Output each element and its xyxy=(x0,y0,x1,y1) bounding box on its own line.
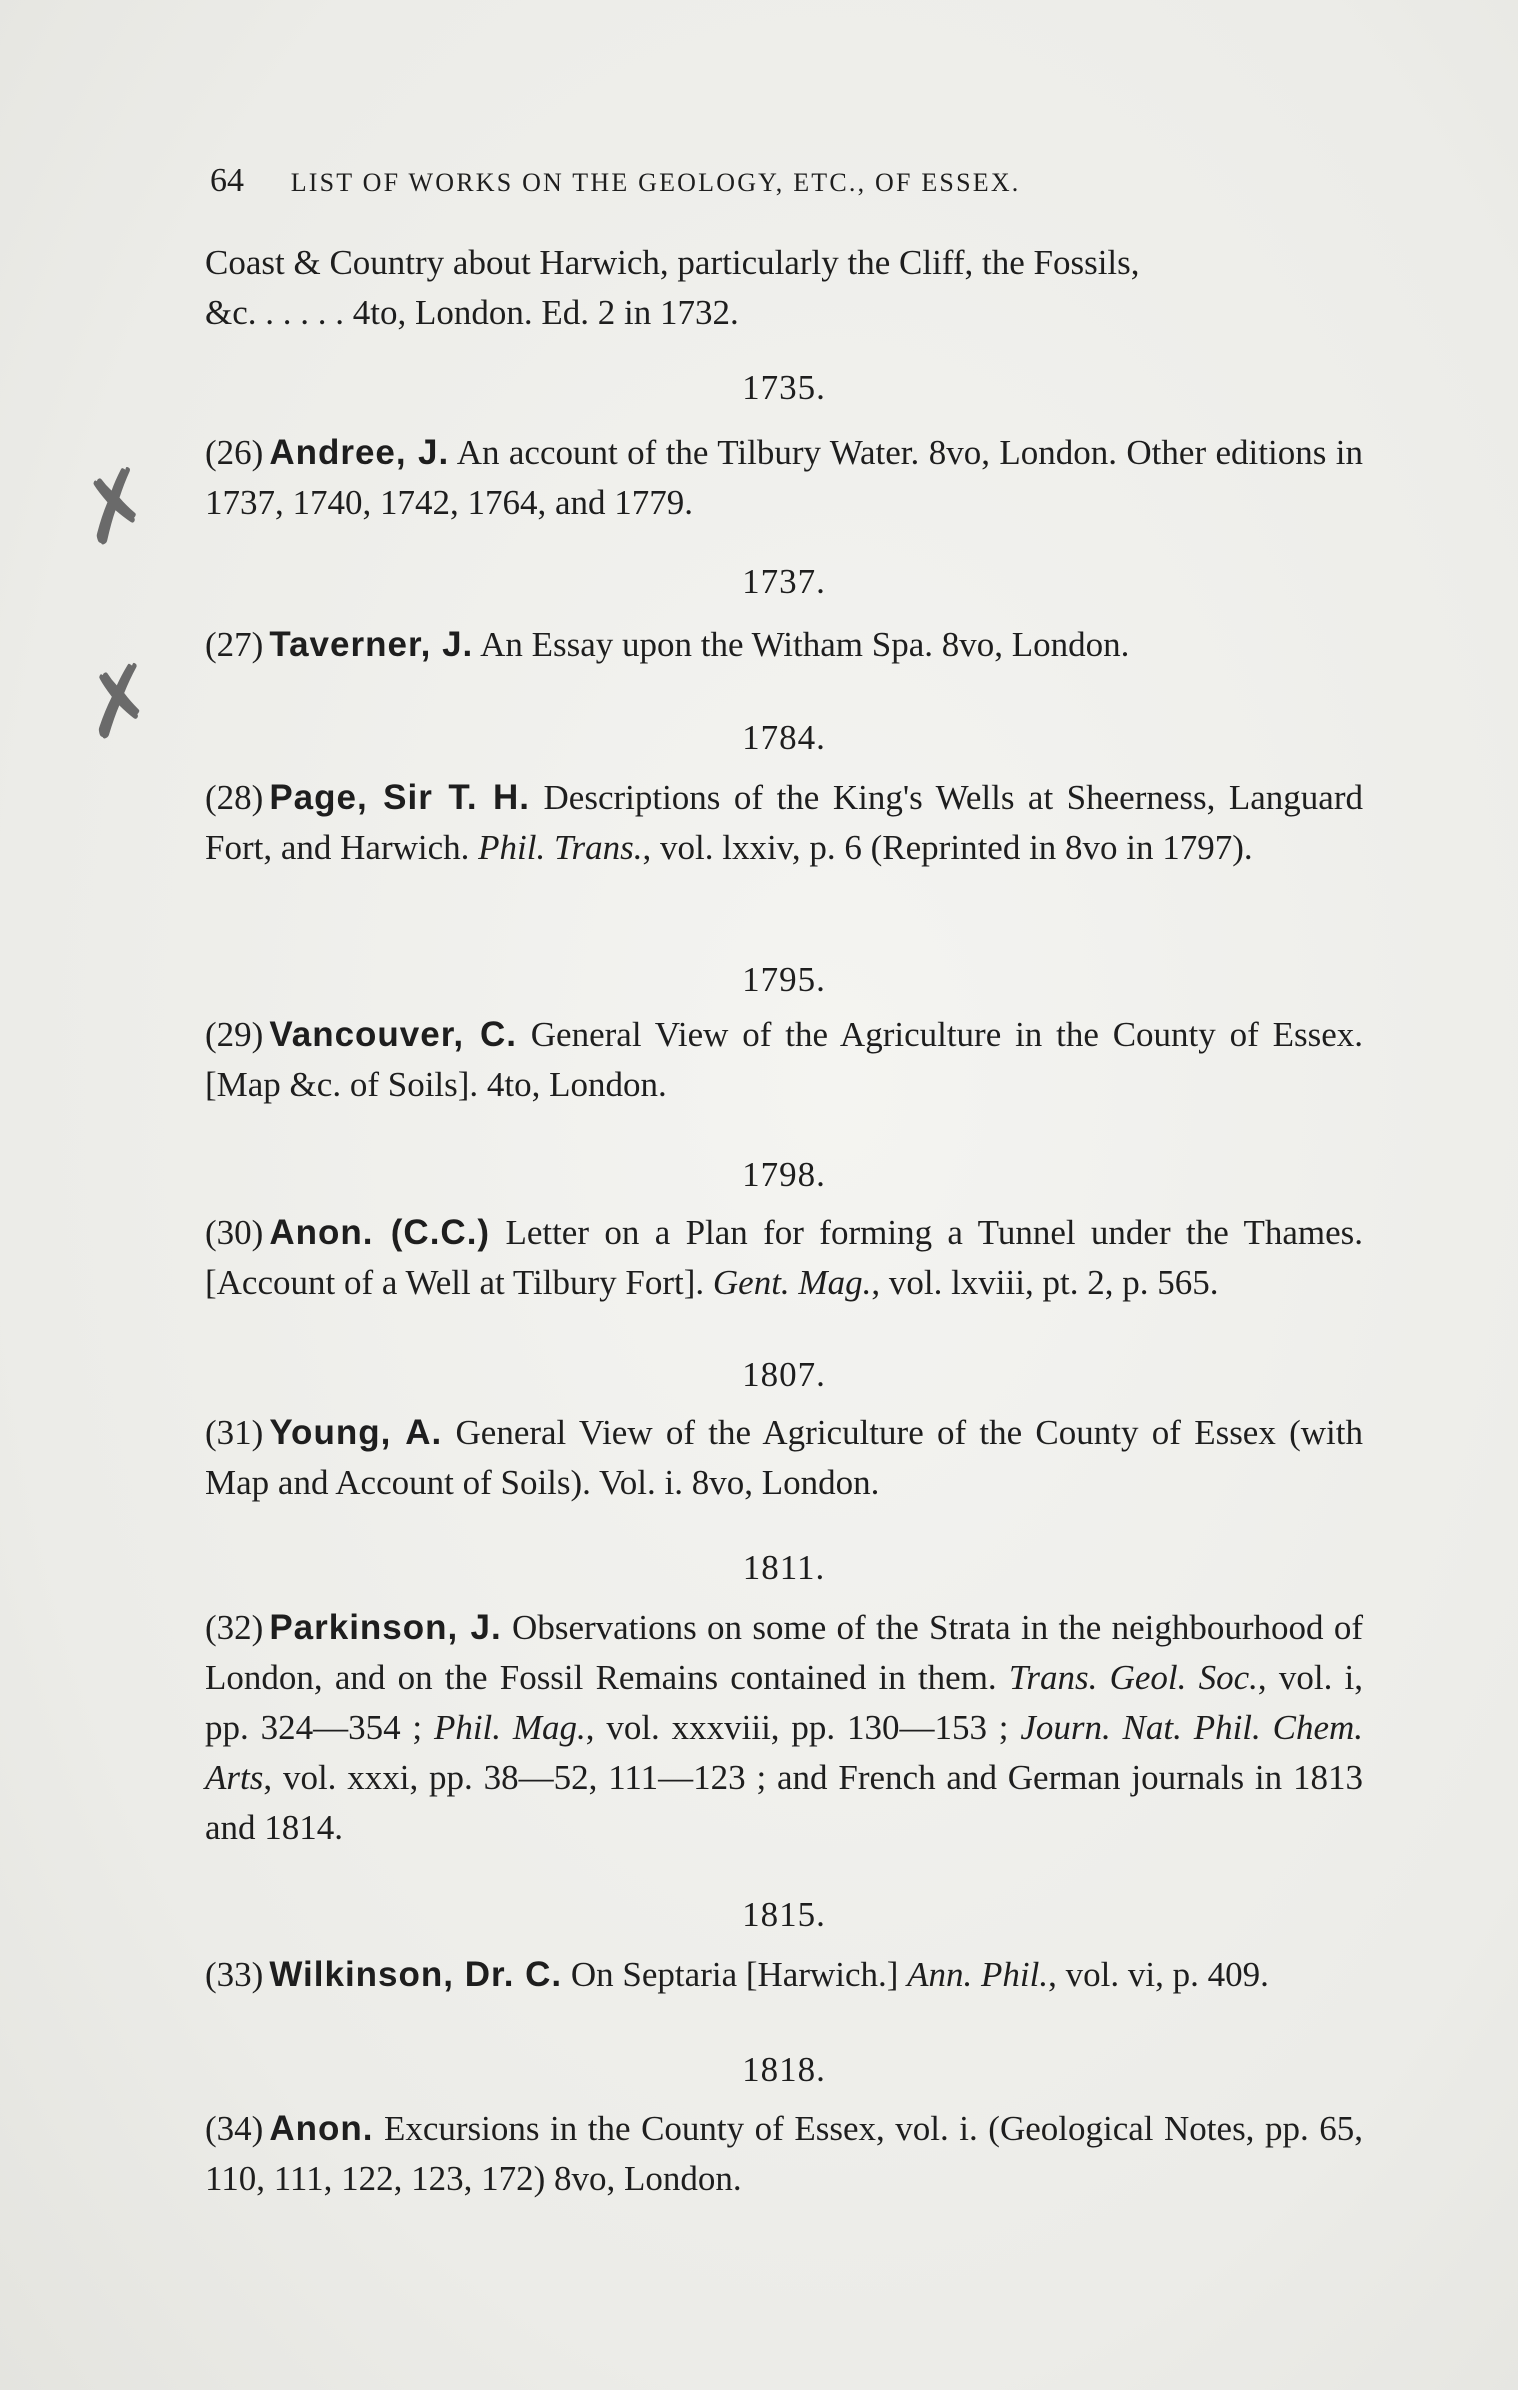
entry-number: (31) xyxy=(205,1413,264,1452)
entry-text: Descriptions of the King's Wells at Sheerness, Languard Fort, and Harwich. xyxy=(205,778,1363,867)
entry-author: Taverner, J. xyxy=(269,625,474,664)
entry-text: , vol. lxxiv, p. 6 (Reprinted in 8vo in 1797). xyxy=(642,828,1253,867)
entry-text: Excursions in the County of Essex, vol. i. (Geological Notes, pp. 65, 110, 111, 122, 123, 172) 8vo, London. xyxy=(205,2109,1363,2198)
year-heading: 1818. xyxy=(742,2050,826,2089)
journal-title: Trans. Geol. Soc. xyxy=(1008,1658,1258,1697)
entry-author: Anon. xyxy=(269,2109,374,2148)
entry-text: Letter on a Plan for forming a Tunnel under the Thames. [Account of a Well at Tilbury Fort]. xyxy=(205,1213,1363,1302)
entry-number: (34) xyxy=(205,2109,264,2148)
entry-text: , vol. xxxi, pp. 38—52, 111—123 ; and French and German journals in 1813 and 1814. xyxy=(205,1758,1363,1847)
bibliography-entry xyxy=(205,1208,1363,1308)
journal-title: Gent. Mag. xyxy=(712,1263,872,1302)
entry-text: Observations on some of the Strata in the neighbourhood of London, and on the Fossil Remains contained in them. xyxy=(205,1608,1363,1697)
bibliography-entry xyxy=(205,620,1363,670)
entry-text: , vol. vi, p. 409. xyxy=(1048,1955,1269,1994)
bibliography-entry xyxy=(205,1603,1363,1853)
entry-number: (26) xyxy=(205,433,264,472)
bibliography-entry xyxy=(205,428,1363,528)
running-title: LIST OF WORKS ON THE GEOLOGY, ETC., OF ESSEX. xyxy=(290,168,1021,197)
entry-text: An Essay upon the Witham Spa. 8vo, London. xyxy=(473,625,1130,664)
entry-text: General View of the Agriculture of the County of Essex (with Map and Account of Soils). Vol. i. 8vo, London. xyxy=(205,1413,1363,1502)
entry-author: Page, Sir T. H. xyxy=(269,778,531,817)
pencil-cross-mark: ✗ xyxy=(63,445,168,570)
year-heading: 1737. xyxy=(742,562,826,601)
year-heading: 1795. xyxy=(742,960,826,999)
entry-author: Parkinson, J. xyxy=(269,1608,502,1647)
year-heading: 1807. xyxy=(742,1355,826,1394)
bibliography-entry xyxy=(205,2104,1363,2204)
continuation-line-1: Coast & Country about Harwich, particularly the Cliff, the Fossils, xyxy=(205,243,1140,282)
entry-author: Anon. (C.C.) xyxy=(269,1213,491,1252)
bibliography-entry xyxy=(205,1010,1363,1110)
entry-text: , vol. lxviii, pt. 2, p. 565. xyxy=(871,1263,1219,1302)
year-heading: 1735. xyxy=(742,368,826,407)
entry-text: , vol. xxxviii, pp. 130—153 ; xyxy=(585,1708,1021,1747)
entry-author: Vancouver, C. xyxy=(269,1015,517,1054)
pencil-cross-mark: ✗ xyxy=(70,642,170,763)
journal-title: Ann. Phil. xyxy=(907,1955,1049,1994)
year-heading: 1798. xyxy=(742,1155,826,1194)
continuation-entry xyxy=(205,238,1363,338)
continuation-line-2: &c. . . . . . 4to, London. Ed. 2 in 1732. xyxy=(205,293,739,332)
bibliography-entry xyxy=(205,773,1363,873)
entry-number: (29) xyxy=(205,1015,264,1054)
journal-title: Phil. Mag. xyxy=(433,1708,586,1747)
entry-author: Wilkinson, Dr. C. xyxy=(269,1955,563,1994)
entry-number: (27) xyxy=(205,625,264,664)
entry-number: (28) xyxy=(205,778,264,817)
entry-author: Andree, J. xyxy=(269,433,450,472)
entry-text: General View of the Agriculture in the County of Essex. [Map &c. of Soils]. 4to, London. xyxy=(205,1015,1363,1104)
year-heading: 1815. xyxy=(742,1895,826,1934)
entry-number: (32) xyxy=(205,1608,264,1647)
bibliography-entry xyxy=(205,1408,1363,1508)
entry-number: (33) xyxy=(205,1955,264,1994)
entry-author: Young, A. xyxy=(269,1413,443,1452)
page-header xyxy=(210,162,1225,200)
journal-title: Journ. Nat. Phil. Chem. Arts xyxy=(205,1708,1364,1797)
journal-title: Phil. Trans. xyxy=(478,828,643,867)
entry-text: On Septaria [Harwich.] xyxy=(562,1955,908,1994)
year-heading: 1811. xyxy=(742,1548,826,1587)
entry-text: , vol. i, pp. 324—354 ; xyxy=(205,1658,1363,1747)
page-number: 64 xyxy=(210,162,244,199)
bibliography-entry xyxy=(205,1950,1363,2000)
year-heading: 1784. xyxy=(742,718,826,757)
entry-text: An account of the Tilbury Water. 8vo, London. Other editions in 1737, 1740, 1742, 1764, and 1779. xyxy=(205,433,1363,522)
entry-number: (30) xyxy=(205,1213,264,1252)
